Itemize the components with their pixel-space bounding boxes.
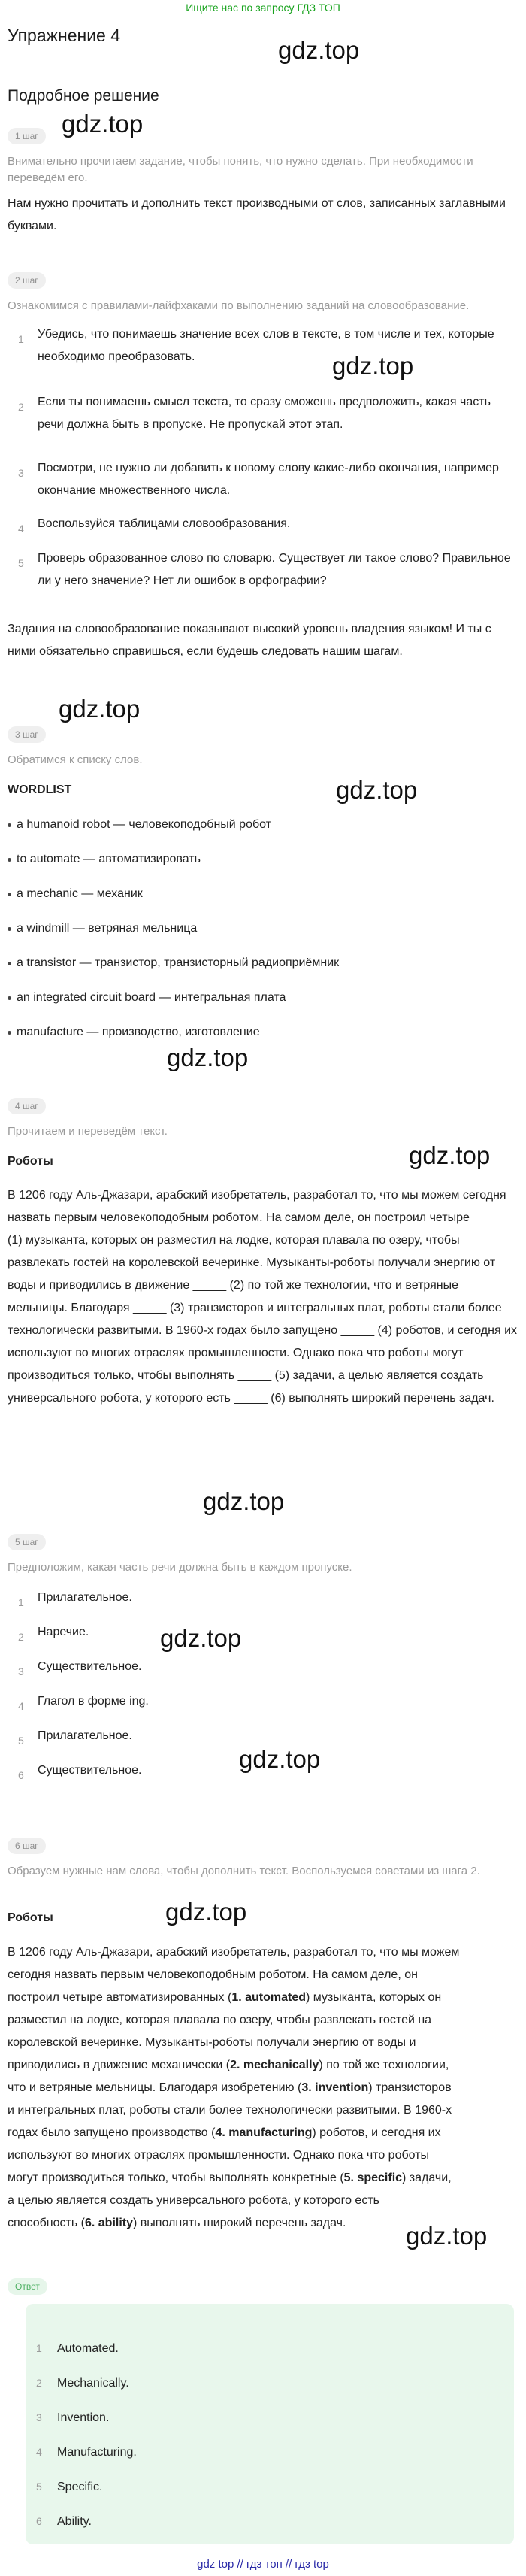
text-line xyxy=(8,2054,518,2077)
text-heading: Роботы xyxy=(8,1911,53,1924)
step-hint: Прочитаем и переведём текст. xyxy=(8,1125,168,1138)
word-item: a transistor — транзистор, транзисторный радиоприёмник xyxy=(17,955,339,971)
list-item: 2 Если ты понимаешь смысл текста, то сразу сможешь предположить, какая часть речи должна быть в пропуске. Не пропускай этот этап. xyxy=(18,395,491,431)
list-item: 5 Проверь образованное слово по словарю. Существует ли такое слово? Правильное ли у него значение? Нет ли ошибок в орфографии? xyxy=(18,552,511,587)
text-segment: ) задачи, xyxy=(402,2171,452,2184)
list-item: 1 Убедись, что понимаешь значение всех слов в тексте, в том числе и тех, которые необходимо преобразовать. xyxy=(18,328,494,363)
word-item: a windmill — ветряная мельница xyxy=(17,920,197,937)
filled-answer: 1. automated xyxy=(231,1991,307,2004)
text-segment: В 1206 году Аль-Джазари, арабский изобретатель, разработал то, что мы можем xyxy=(8,1946,460,1959)
text-line xyxy=(8,2099,518,2122)
list-item: 3 Посмотри, не нужно ли добавить к новому слову какие-либо окончания, например окончание множественного числа. xyxy=(18,462,499,497)
bullet-icon xyxy=(8,962,11,965)
text-segment: и интегральных плат, роботы стали более технологически развитыми. В 1960-х xyxy=(8,2104,452,2117)
step-badge: 3 шаг xyxy=(8,726,46,743)
watermark: gdz.top xyxy=(165,1898,247,1926)
text-segment: приводились в движение механически ( xyxy=(8,2059,231,2071)
text-line xyxy=(8,2122,518,2144)
bullet-icon xyxy=(8,893,11,896)
answer-item: 6 Ability. xyxy=(36,2515,92,2528)
word-item: to automate — автоматизировать xyxy=(17,851,201,868)
text-line xyxy=(8,2144,518,2167)
watermark: gdz.top xyxy=(409,1141,491,1169)
list-item: 5 Прилагательное. xyxy=(18,1729,132,1747)
text-segment: ) роботов, и сегодня их xyxy=(312,2126,441,2139)
text-segment: ) выполнять широкий перечень задач. xyxy=(133,2217,346,2229)
bullet-icon xyxy=(8,996,11,1000)
text-segment: ) музыканта, которых он xyxy=(306,1991,442,2004)
filled-answer: 4. manufacturing xyxy=(215,2126,313,2139)
filled-answer: 2. mechanically xyxy=(230,2059,319,2071)
text-line xyxy=(8,2032,518,2054)
step-text: Нам нужно прочитать и дополнить текст производными от слов, записанных заглавными буквами. xyxy=(8,197,506,232)
step-hint: Внимательно прочитаем задание, чтобы понять, что нужно сделать. При необходимости переведём его. xyxy=(8,155,473,184)
answer-item: 1 Automated. xyxy=(36,2342,119,2355)
filled-answer: 5. specific xyxy=(343,2171,403,2184)
text-line xyxy=(8,2009,518,2032)
bullet-icon xyxy=(8,927,11,931)
step-text: Задания на словообразование показывают высокий уровень владения языком! И ты с ними обязательно справишься, если будешь следовать нашим шагам. xyxy=(8,623,491,658)
list-item: 2 Наречие. xyxy=(18,1626,89,1643)
text-segment: сегодня назвать первым человекоподобным роботом. На самом деле, он xyxy=(8,1968,418,1981)
step-badge: 1 шаг xyxy=(8,128,46,144)
list-item: 4 Воспользуйся таблицами словообразования. xyxy=(18,517,291,535)
watermark: gdz.top xyxy=(278,36,360,64)
text-segment: способность ( xyxy=(8,2217,85,2229)
step-hint: Ознакомимся с правилами-лайфхаками по выполнению заданий на словообразование. xyxy=(8,299,470,312)
list-item: 3 Существительное. xyxy=(18,1660,142,1677)
text-line xyxy=(8,2190,518,2212)
list-item: 6 Существительное. xyxy=(18,1764,142,1781)
bullet-icon xyxy=(8,1031,11,1035)
text-line xyxy=(8,2077,518,2099)
answer-item: 4 Manufacturing. xyxy=(36,2446,137,2459)
text-segment: что и ветряные мельницы. Благодаря изобретению ( xyxy=(8,2081,302,2094)
text-segment: а целью является создать универсального робота, у которого есть xyxy=(8,2194,379,2207)
solution-heading: Подробное решение xyxy=(8,87,159,105)
text-heading: Роботы xyxy=(8,1155,53,1168)
word-item: a humanoid robot — человекоподобный робот xyxy=(17,817,271,833)
text-segment: могут производиться только, чтобы выполнять конкретные ( xyxy=(8,2171,344,2184)
bullet-icon xyxy=(8,858,11,862)
bullet-icon xyxy=(8,823,11,827)
watermark: gdz.top xyxy=(203,1487,285,1515)
watermark: gdz.top xyxy=(336,776,418,804)
word-item: an integrated circuit board — интегральная плата xyxy=(17,989,286,1006)
filled-text xyxy=(8,1941,518,2235)
text-segment: годах было запущено производство ( xyxy=(8,2126,216,2139)
filled-answer: 6. ability xyxy=(84,2217,134,2229)
step-badge: 2 шаг xyxy=(8,272,46,289)
list-item: 1 Прилагательное. xyxy=(18,1591,132,1608)
watermark: gdz.top xyxy=(239,1745,321,1773)
watermark: gdz.top xyxy=(59,695,141,723)
text-line xyxy=(8,1987,518,2009)
word-item: manufacture — производство, изготовление xyxy=(17,1024,260,1041)
text-line xyxy=(8,1964,518,1987)
step-hint: Предположим, какая часть речи должна быть в каждом пропуске. xyxy=(8,1561,352,1574)
text-segment: королевской вечеринке. Музыканты-роботы получали энергию от воды и xyxy=(8,2036,416,2049)
step-badge: 4 шаг xyxy=(8,1098,46,1114)
watermark: gdz.top xyxy=(332,352,414,380)
step-text: В 1206 году Аль-Джазари, арабский изобретатель, разработал то, что мы можем сегодня назвать первым человекоподобным роботом. На самом деле, он построил четыре _____ (1) музыканта, которых он разместил на лодке, которая плавала по озеру, чтобы развлекать гостей на королевской вечеринке. Музыканты-роботы получали энергию от воды и приводились в движение _____ (2) по той же технологии, что и ветряные мельницы. Благодаря _____ (3) транзисторов и интегральных плат, роботы стали более технологически развитыми. В 1960-х годах было запущено _____ (4) роботов, и сегодня их используют во многих отраслях промышленности. Однако пока что роботы могут производиться только, чтобы выполнять _____ (5) задачи, а целью является создать универсального робота, у которого есть _____ (6) выполнять широкий перечень задач. xyxy=(8,1189,518,1405)
text-segment: используют во многих отраслях промышленности. Однако пока что роботы xyxy=(8,2149,429,2162)
answer-item: 3 Invention. xyxy=(36,2411,110,2424)
wordlist-heading: WORDLIST xyxy=(8,783,72,796)
step-hint: Образуем нужные нам слова, чтобы дополнить текст. Воспользуемся советами из шага 2. xyxy=(8,1865,480,1877)
text-line xyxy=(8,2167,518,2190)
step-badge: 5 шаг xyxy=(8,1534,46,1550)
text-line xyxy=(8,1941,518,1964)
top-search-link[interactable]: Ищите нас по запросу ГДЗ ТОП xyxy=(186,2,340,14)
text-segment: ) по той же технологии, xyxy=(319,2059,449,2071)
text-segment: ) транзисторов xyxy=(368,2081,452,2094)
answer-item: 5 Specific. xyxy=(36,2481,103,2493)
step-hint: Обратимся к списку слов. xyxy=(8,753,143,766)
text-segment: разместил на лодке, которая плавала по озеру, чтобы развлекать гостей на xyxy=(8,2014,432,2026)
watermark: gdz.top xyxy=(62,110,144,138)
answer-item: 2 Mechanically. xyxy=(36,2377,129,2390)
answer-badge: Ответ xyxy=(8,2278,47,2295)
exercise-title: Упражнение 4 xyxy=(8,26,121,45)
watermark: gdz.top xyxy=(160,1624,242,1652)
text-segment: построил четыре автоматизированных ( xyxy=(8,1991,232,2004)
list-item: 4 Глагол в форме ing. xyxy=(18,1695,149,1712)
watermark: gdz.top xyxy=(167,1044,249,1071)
watermark: gdz.top xyxy=(406,2222,488,2250)
text-line xyxy=(8,2212,518,2235)
filled-answer: 3. invention xyxy=(301,2081,369,2094)
footer-links[interactable]: gdz top // гдз топ // гдз top xyxy=(197,2558,329,2571)
word-item: a mechanic — механик xyxy=(17,886,143,902)
step-badge: 6 шаг xyxy=(8,1838,46,1854)
